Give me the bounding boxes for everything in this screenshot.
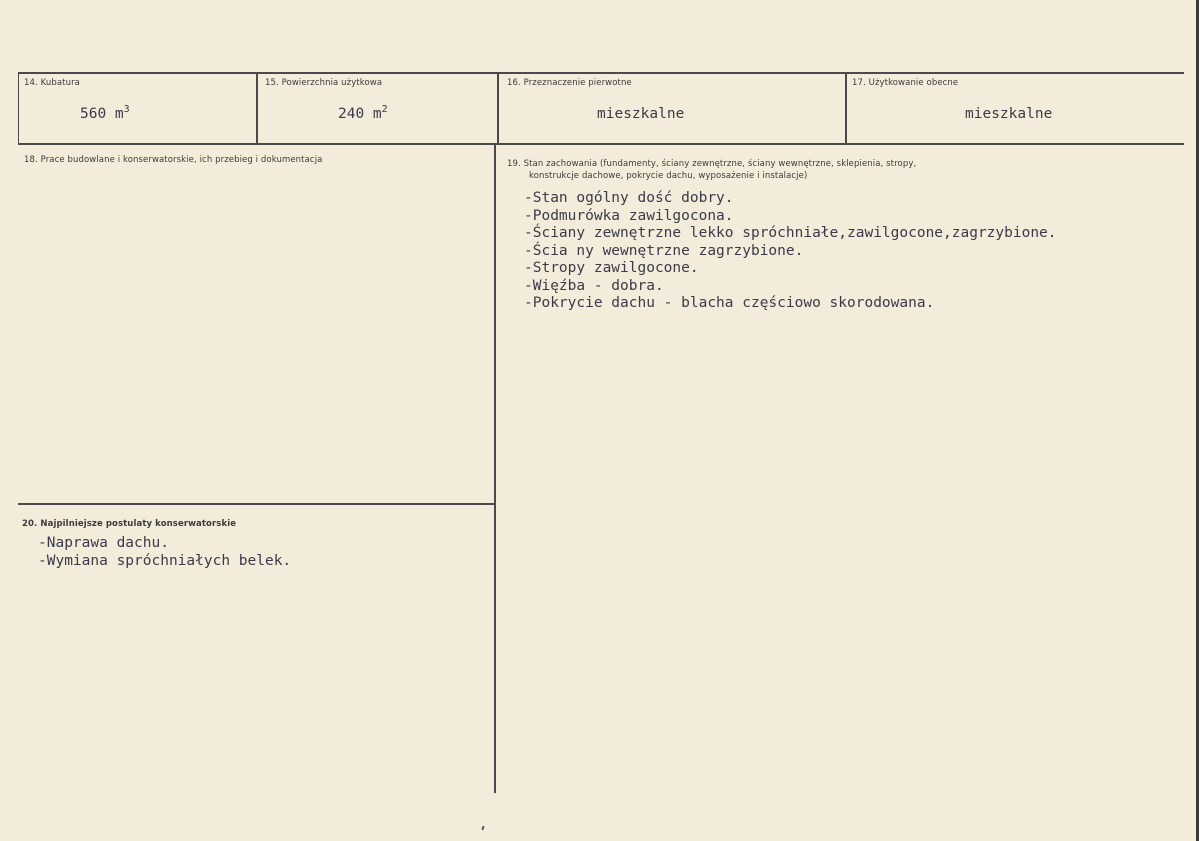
condition-line: -Więźba - dobra. [524,277,664,294]
postulate-line: -Naprawa dachu. [38,535,169,551]
divider-14-15 [256,72,258,144]
field-14-label: 14. Kubatura [24,78,80,88]
condition-line: -Stropy zawilgocone. [524,260,699,276]
condition-line: -Podmurówka zawilgocona. [524,207,734,224]
top-rule [18,72,1184,74]
field-16-value: mieszkalne [597,106,685,122]
postulate-line: -Wymiana spróchniałych belek. [38,552,292,569]
field-17-value: mieszkalne [965,106,1053,122]
field-15-label: 15. Powierzchnia użytkowa [265,78,383,88]
condition-line: -Pokrycie dachu - blacha częściowo skorodowana. [524,295,935,311]
row1-bottom-rule [18,143,1184,145]
condition-line: -Stan ogólny dość dobry. [524,190,734,206]
condition-line: -Ścia ny wewnętrzne zagrzybione. [524,242,804,259]
area-value: 240 m [338,106,382,122]
field-18-label: 18. Prace budowlane i konserwatorskie, ich przebieg i dokumentacja [24,155,323,165]
field-19-label-line2: konstrukcje dachowe, pokrycie dachu, wyposażenie i instalacje) [529,171,808,181]
field20-top-rule [18,503,494,505]
kubatura-exponent: 3 [123,104,130,115]
area-exponent: 2 [381,104,388,115]
divider-16-17 [845,72,847,144]
main-column-divider [494,143,496,793]
left-border [18,72,19,144]
field-17-label: 17. Użytkowanie obecne [852,78,959,88]
field-20-postulates-list [38,535,291,570]
field-16-label: 16. Przeznaczenie pierwotne [507,78,632,88]
field-14-value [80,104,130,122]
field-15-value [338,104,388,122]
condition-line: -Ściany zewnętrzne lekko spróchniałe,zawilgocone,zagrzybione. [524,225,1057,241]
paper-speck [481,826,484,830]
field-20-label: 20. Najpilniejsze postulaty konserwatorskie [22,519,237,529]
field-19-label-line1: 19. Stan zachowania (fundamenty, ściany zewnętrzne, ściany wewnętrzne, sklepienia, stropy, [507,159,917,169]
field-19-condition-list [524,190,1057,313]
divider-15-16 [497,72,499,144]
kubatura-value: 560 m [80,106,124,122]
